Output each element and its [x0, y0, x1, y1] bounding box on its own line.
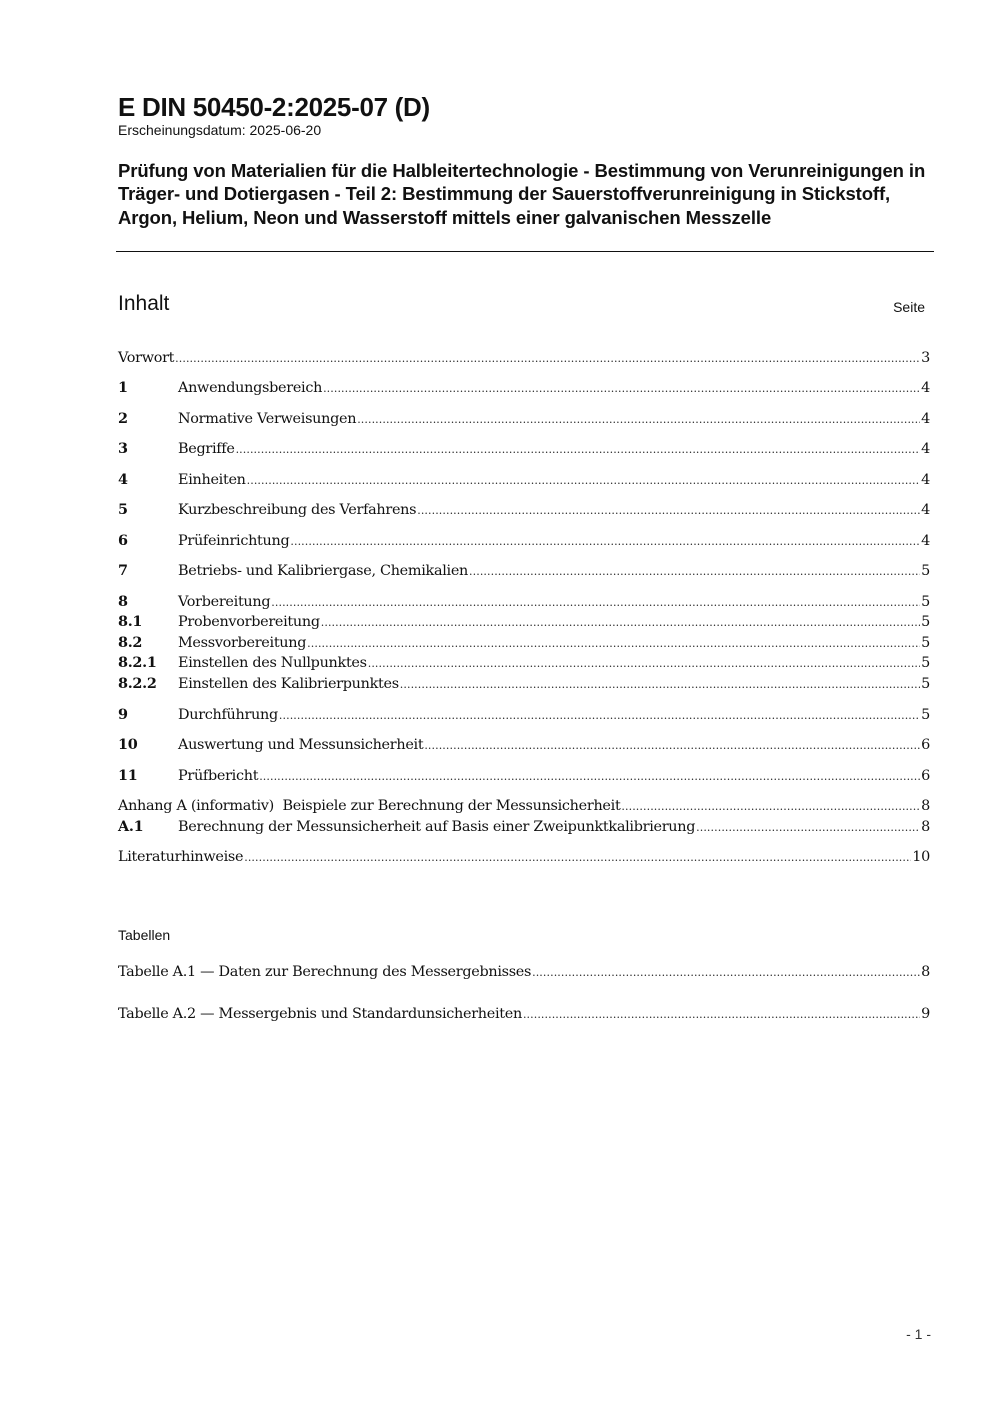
- dot-leader: [259, 767, 920, 787]
- toc-entry-page: 5: [921, 635, 930, 651]
- dot-leader: [621, 797, 920, 817]
- toc-entry-title: Begriffe: [178, 441, 235, 457]
- toc-entry-8-2-2[interactable]: [118, 674, 930, 694]
- toc-entry-page: 8: [921, 798, 930, 814]
- dot-leader: [424, 736, 920, 756]
- toc-entry-11[interactable]: [118, 766, 930, 786]
- toc-entry-2[interactable]: [118, 409, 930, 429]
- toc-entry-number: 8.2: [118, 634, 143, 651]
- toc-entry-page: 4: [921, 472, 930, 488]
- dot-leader: [523, 1005, 920, 1025]
- dot-leader: [279, 706, 920, 726]
- toc-entry-page: 5: [921, 614, 930, 630]
- toc-entry-page: 4: [921, 502, 930, 518]
- page-number: - 1 -: [906, 1326, 931, 1342]
- dot-leader: [175, 349, 920, 369]
- document-id: E DIN 50450-2:2025-07 (D): [118, 92, 430, 122]
- toc-entry-page: 5: [921, 594, 930, 610]
- toc-entry-page: 6: [921, 737, 930, 753]
- toc-entry-title: Prüfeinrichtung: [178, 533, 290, 549]
- toc-entry-title: Literaturhinweise: [118, 849, 244, 865]
- toc-entry-vorwort[interactable]: [118, 348, 930, 368]
- dot-leader: [236, 440, 921, 460]
- toc-entry-page: 4: [921, 533, 930, 549]
- toc-entry-title: Normative Verweisungen: [178, 411, 357, 427]
- dot-leader: [321, 613, 920, 633]
- toc-entry-annex-a[interactable]: [118, 796, 930, 816]
- toc-entry-page: 5: [921, 707, 930, 723]
- toc-entry-title: Einstellen des Nullpunktes: [178, 655, 367, 671]
- toc-entry-page: 5: [921, 676, 930, 692]
- toc-entry-title: Einstellen des Kalibrierpunktes: [178, 676, 399, 692]
- table-entry-title: Tabelle A.1 — Daten zur Berechnung des Messergebnisses: [118, 964, 532, 980]
- toc-entry-3[interactable]: [118, 439, 930, 459]
- toc-entry-title: Kurzbeschreibung des Verfahrens: [178, 502, 417, 518]
- toc-entry-page: 4: [921, 411, 930, 427]
- toc-entry-page: 8: [921, 819, 930, 835]
- toc-entry-8-2[interactable]: [118, 633, 930, 653]
- toc-entry-4[interactable]: [118, 470, 930, 490]
- dot-leader: [290, 532, 920, 552]
- toc-entry-title: Betriebs- und Kalibriergase, Chemikalien: [178, 563, 469, 579]
- toc-entry-title: Probenvorbereitung: [178, 614, 320, 630]
- toc-entry-number: A.1: [118, 818, 144, 835]
- toc-entry-8-2-1[interactable]: [118, 653, 930, 673]
- toc-entry-title: Vorwort: [118, 350, 175, 366]
- toc-entry-title: Vorbereitung: [178, 594, 271, 610]
- toc-entry-9[interactable]: [118, 705, 930, 725]
- toc-entry-page: 5: [921, 563, 930, 579]
- toc-entry-number: 10: [118, 736, 138, 753]
- toc-entry-title: Anwendungsbereich: [178, 380, 323, 396]
- toc-entry-6[interactable]: [118, 531, 930, 551]
- toc-entry-literatur[interactable]: [118, 847, 930, 867]
- toc-entry-5[interactable]: [118, 500, 930, 520]
- toc-entry-7[interactable]: [118, 561, 930, 581]
- dot-leader: [400, 675, 920, 695]
- table-entry-page: 8: [921, 964, 930, 980]
- dot-leader: [357, 410, 920, 430]
- dot-leader: [696, 818, 920, 838]
- toc-heading: Inhalt: [118, 292, 170, 315]
- toc-entry-number: 8: [118, 593, 128, 610]
- publication-date: Erscheinungsdatum: 2025-06-20: [118, 122, 322, 138]
- document-title: Prüfung von Materialien für die Halbleitertechnologie - Bestimmung von Verunreinigungen in Träger- und Dotiergasen - Teil 2: Bestimmung der Sauerstoffverunreinigung in Stickstoff, Argon, Helium, Neon und Wasserstoff mittels einer galvanischen Messzelle: [118, 160, 926, 228]
- toc-entry-number: 8.2.1: [118, 654, 157, 671]
- toc-entry-number: 3: [118, 440, 128, 457]
- toc-entry-page: 5: [921, 655, 930, 671]
- dot-leader: [244, 848, 911, 868]
- toc-entry-number: 2: [118, 410, 128, 427]
- toc-page-label: Seite: [893, 299, 925, 315]
- table-entry-page: 9: [921, 1006, 930, 1022]
- toc-entry-title: Einheiten: [178, 472, 246, 488]
- toc-entry-page: 4: [921, 441, 930, 457]
- toc-entry-8[interactable]: [118, 592, 930, 612]
- dot-leader: [323, 379, 920, 399]
- toc-entry-title: Auswertung und Messunsicherheit: [178, 737, 424, 753]
- dot-leader: [417, 501, 920, 521]
- dot-leader: [469, 562, 920, 582]
- toc-entry-number: 5: [118, 501, 128, 518]
- toc-entry-number: 4: [118, 471, 128, 488]
- table-entry-title: Tabelle A.2 — Messergebnis und Standardunsicherheiten: [118, 1006, 522, 1022]
- dot-leader: [247, 471, 921, 491]
- table-entry-a-1[interactable]: [118, 962, 930, 982]
- toc-entry-title: Anhang A (informativ) Beispiele zur Berechnung der Messunsicherheit: [118, 798, 621, 814]
- title-divider: [116, 251, 934, 252]
- dot-leader: [271, 593, 920, 613]
- dot-leader: [368, 654, 920, 674]
- toc-entry-title: Durchführung: [178, 707, 278, 723]
- toc-entry-1[interactable]: [118, 378, 930, 398]
- toc-entry-number: 6: [118, 532, 128, 549]
- toc-entry-a-1[interactable]: [118, 817, 930, 837]
- toc-entry-number: 9: [118, 706, 128, 723]
- toc-entry-10[interactable]: [118, 735, 930, 755]
- toc-entry-number: 1: [118, 379, 128, 396]
- toc-entry-number: 8.1: [118, 613, 143, 630]
- dot-leader: [532, 963, 920, 983]
- toc-entry-number: 7: [118, 562, 128, 579]
- toc-entry-8-1[interactable]: [118, 612, 930, 632]
- toc-entry-number: 8.2.2: [118, 675, 157, 692]
- dot-leader: [307, 634, 920, 654]
- toc-entry-page: 6: [921, 768, 930, 784]
- toc-entry-page: 4: [921, 380, 930, 396]
- toc-entry-page: 3: [921, 350, 930, 366]
- tables-heading: Tabellen: [118, 927, 171, 943]
- toc-entry-number: 11: [118, 767, 138, 784]
- toc-entry-title: Prüfbericht: [178, 768, 259, 784]
- toc-entry-title: Berechnung der Messunsicherheit auf Basis einer Zweipunktkalibrierung: [178, 819, 696, 835]
- toc-entry-page: 10: [912, 849, 930, 865]
- table-entry-a-2[interactable]: [118, 1004, 930, 1024]
- toc-entry-title: Messvorbereitung: [178, 635, 307, 651]
